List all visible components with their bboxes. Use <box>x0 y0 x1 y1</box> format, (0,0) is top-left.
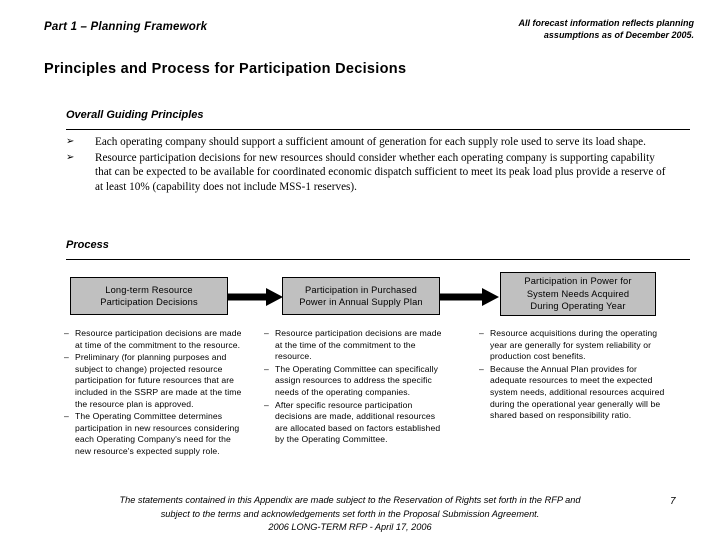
process-column-item <box>264 328 444 363</box>
arrow-right-icon <box>228 286 284 308</box>
footer-line1: The statements contained in this Appendix are made subject to the Reservation of Rights set forth in the RFP and <box>119 495 581 505</box>
process-column-item <box>264 400 444 446</box>
process-column-item-text: The Operating Committee determines participation in new resources considering each Operating Company's need for the new resource's expected supply role. <box>75 411 240 456</box>
section-rule-process <box>66 259 690 260</box>
process-column-item-text: Because the Annual Plan provides for adequate resources to meet the expected system needs, additional resources acquired during the operational year generally will be shared based on responsibility ratio. <box>490 363 665 421</box>
section-heading-principles: Overall Guiding Principles <box>66 109 204 121</box>
arrowhead-bullet-icon: ➢ <box>66 151 75 163</box>
process-box-line3: During Operating Year <box>530 301 626 312</box>
dash-bullet-icon: – <box>264 363 269 374</box>
dash-bullet-icon: – <box>264 328 269 338</box>
page-number: 7 <box>670 496 676 507</box>
process-box-purchased-power <box>282 277 440 315</box>
process-column-item <box>479 364 669 422</box>
header-forecast-note-line2: assumptions as of December 2005. <box>543 30 694 40</box>
process-column-item <box>64 328 242 351</box>
process-box-text <box>516 275 639 313</box>
dash-bullet-icon: – <box>264 399 269 410</box>
header-part-title: Part 1 – Planning Framework <box>44 21 208 33</box>
page-title: Principles and Process for Participation Decisions <box>44 61 407 77</box>
process-column-two <box>264 328 444 447</box>
process-box-line2: System Needs Acquired <box>526 288 630 299</box>
arrowhead-bullet-icon: ➢ <box>66 136 75 147</box>
dash-bullet-icon: – <box>479 363 484 374</box>
process-column-one <box>64 328 242 459</box>
header-forecast-note-line1: All forecast information reflects planning <box>518 18 694 28</box>
process-column-item <box>64 411 242 457</box>
process-box-line2: Participation Decisions <box>100 297 198 307</box>
process-column-item-text: Resource participation decisions are made at the time of the commitment to the resource. <box>275 328 442 362</box>
process-column-item <box>264 364 444 399</box>
arrow-right-icon <box>440 286 500 308</box>
section-rule-principles <box>66 129 690 130</box>
principles-bullet-item <box>66 151 666 195</box>
principles-bullet-list <box>66 135 666 195</box>
principles-bullet-item <box>66 135 666 150</box>
process-column-three <box>479 328 669 423</box>
footer-line2: subject to the terms and acknowledgements set forth in the Proposal Submission Agreement. <box>160 508 540 519</box>
header-forecast-note <box>394 17 694 41</box>
process-box-line1: Participation in Purchased <box>305 284 417 295</box>
process-column-item-text: The Operating Committee can specifically assign resources to address the specific needs of the operating companies. <box>275 363 439 397</box>
process-column-item-text: Resource participation decisions are made at time of the commitment to the resource. <box>75 328 242 350</box>
footer-disclaimer <box>60 494 640 535</box>
principles-bullet-text: Each operating company should support a sufficient amount of generation for each supply role used to serve its load shape. <box>95 136 646 148</box>
principles-bullet-text: Resource participation decisions for new resources should consider whether each operating company is supporting capability that can be expected to be available for coordinated economic dispatch sufficient to meet its peak load plus provide a reserve of at least 10% (capability does not include MSS-1 reserves). <box>95 151 666 193</box>
process-box-line1: Long-term Resource <box>105 284 193 295</box>
process-column-item-text: Preliminary (for planning purposes and subject to change) projected resource participation for future resources that are included in the SSRP are made at the time the resource plan is approved. <box>75 352 242 409</box>
process-box-long-term-resource <box>70 277 228 315</box>
process-box-line1: Participation in Power for <box>524 276 632 287</box>
process-column-item-text: After specific resource participation decisions are made, additional resources are allocated based on factors established by the Operating Committee. <box>275 399 441 445</box>
dash-bullet-icon: – <box>64 328 69 338</box>
process-column-item <box>479 328 669 363</box>
process-box-text <box>291 284 430 309</box>
process-box-operating-year <box>500 272 656 316</box>
dash-bullet-icon: – <box>64 411 69 422</box>
dash-bullet-icon: – <box>479 328 484 338</box>
section-heading-process: Process <box>66 239 109 251</box>
dash-bullet-icon: – <box>64 352 69 363</box>
footer-line3: 2006 LONG-TERM RFP - April 17, 2006 <box>268 522 432 532</box>
process-column-item <box>64 352 242 410</box>
process-box-text <box>92 284 206 309</box>
process-box-line2: Power in Annual Supply Plan <box>299 297 423 307</box>
process-column-item-text: Resource acquisitions during the operating year are generally for system reliability or production cost benefits. <box>490 328 658 362</box>
